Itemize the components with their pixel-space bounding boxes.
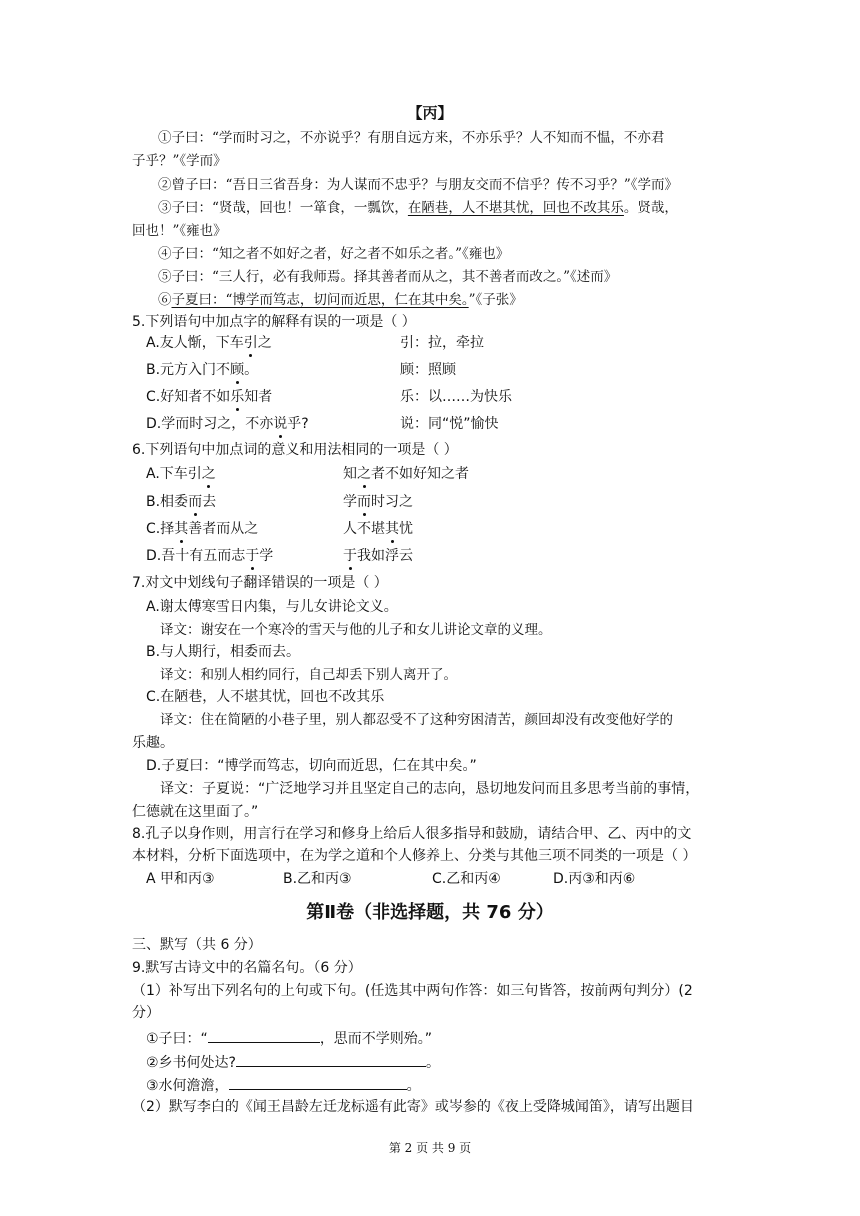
q7-translation-c-cont: 乐趣。 (132, 735, 174, 751)
section-heading-bing: 【丙】 (407, 104, 453, 122)
q5-option-a: A.友人惭，下车引之 (146, 335, 272, 351)
q5-gloss-a: 引：拉，牵拉 (400, 335, 484, 351)
q8-option-b: B.乙和丙③ (283, 871, 352, 887)
q5-option-c: C.好知者不如乐知者 (146, 389, 273, 405)
q6-compare-a: 知之者不如好知之者 (343, 466, 469, 482)
q6-compare-c: 人不堪其忧 (343, 521, 413, 537)
question-9-stem: 9.默写古诗文中的名篇名句。（6 分） (132, 960, 362, 976)
passage-line: 回也！”《雍也》 (132, 223, 227, 239)
passage-line: 子乎？”《学而》 (132, 153, 227, 169)
q9-part2-instructions: （2）默写李白的《闻王昌龄左迁龙标遥有此寄》或岑参的《夜上受降城闻笛》，请写出题目 (132, 1099, 694, 1115)
question-8-stem-cont: 本材料，分析下面选项中，在为学之道和个人修养上、分类与其他三项不同类的一项是（ ） (132, 848, 697, 864)
underlined-sentence: 在陋巷，人不堪其忧，回也不改其乐 (407, 200, 624, 216)
dotted-char: 于 (245, 548, 260, 564)
q8-option-c: C.乙和丙④ (432, 871, 501, 887)
dotted-char: 顾 (230, 362, 245, 378)
q7-option-d: D.子夏曰：“博学而笃志，切向而近思，仁在其中矣。” (146, 758, 477, 774)
part-2-title: 第Ⅱ卷（非选择题，共 76 分） (306, 902, 554, 923)
answer-blank[interactable] (236, 1052, 426, 1067)
dotted-char: 而 (357, 494, 371, 510)
q7-translation-d-cont: 仁德就在这里面了。” (132, 804, 259, 820)
q5-option-d: D.学而时习之，不亦说乎? (146, 416, 309, 432)
question-7-stem: 7.对文中划线句子翻译错误的一项是（ ） (132, 575, 388, 591)
q7-translation-d: 译文：子夏说：“广泛地学习并且坚定自己的志向，恳切地发问而且多思考当前的事情， (160, 781, 700, 797)
q6-option-d: D.吾十有五而志于学 (146, 548, 274, 564)
passage-text: ”《子张》 (468, 292, 523, 308)
q5-gloss-c: 乐：以……为快乐 (400, 389, 512, 405)
q6-option-c: C.择其善者而从之 (146, 521, 259, 537)
q5-gloss-b: 顾：照顾 (400, 362, 456, 378)
q5-option-b: B.元方入门不顾。 (146, 362, 259, 378)
q8-option-a: A 甲和丙③ (146, 871, 215, 887)
q7-option-b: B.与人期行，相委而去。 (146, 644, 301, 660)
fill-blank-2: ②乡书何处达? 。 (146, 1052, 440, 1072)
dotted-char: 之 (357, 466, 371, 482)
q9-part1-instructions-cont: 分） (132, 1005, 160, 1021)
passage-line: ⑤子曰：“三人行，必有我师焉。择其善者而从之，其不善者而改之。”《述而》 (158, 269, 618, 285)
question-8-stem: 8.孔子以身作则，用言行在学习和修身上给后人很多指导和鼓励，请结合甲、乙、丙中的文 (132, 826, 692, 842)
section-3-heading: 三、默写（共 6 分） (132, 937, 262, 953)
q7-translation-a: 译文：谢安在一个寒冷的雪天与他的儿子和女儿讲论文章的义理。 (160, 622, 552, 638)
passage-line (158, 291, 523, 309)
q7-option-c: C.在陋巷，人不堪其忧，回也不改其乐 (146, 689, 385, 705)
question-5-stem: 5.下列语句中加点字的解释有误的一项是（ ） (132, 314, 416, 330)
passage-line (158, 199, 678, 217)
dotted-char: 其 (385, 521, 399, 537)
q7-option-a: A.谢太傅寒雪日内集，与儿女讲论文义。 (146, 599, 398, 615)
passage-line: ①子曰：“学而时习之，不亦说乎？有朋自远方来，不亦乐乎？人不知而不愠，不亦君 (158, 130, 665, 146)
answer-blank[interactable] (208, 1028, 320, 1043)
q7-translation-c: 译文：住在简陋的小巷子里，别人都忍受不了这种穷困清苦，颜回却没有改变他好学的 (160, 712, 673, 728)
q6-option-a: A.下车引之 (146, 466, 216, 482)
question-6-stem: 6.下列语句中加点词的意义和用法相同的一项是（ ） (132, 442, 458, 458)
passage-text: 。贤哉， (623, 200, 678, 216)
fill-blank-3: ③水何澹澹， 。 (146, 1075, 421, 1095)
passage-line: ②曾子曰：“吾日三省吾身：为人谋而不忠乎？与朋友交而不信乎？传不习乎？”《学而》 (158, 177, 679, 193)
dotted-char: 引 (243, 335, 258, 351)
answer-blank[interactable] (229, 1075, 407, 1090)
q9-part1-instructions: （1）补写出下列名句的上句或下句。(任选其中两句作答：如三句皆答，按前两句判分）(2 (132, 983, 693, 999)
q6-compare-d: 于我如浮云 (343, 548, 413, 564)
underlined-sentence: 子夏曰：“博学而笃志，切问而近思，仁在其中矣。 (171, 292, 469, 308)
dotted-char: 于 (343, 548, 357, 564)
fill-blank-1: ①子曰：“ ，思而不学则殆。” (146, 1028, 432, 1048)
dotted-char: 乐 (230, 389, 245, 405)
dotted-char: 而 (188, 494, 203, 510)
passage-text: ③子曰：“贤哉，回也！一箪食，一瓢饮， (158, 200, 408, 216)
q7-translation-b: 译文：和别人相约同行，自己却丢下别人离开了。 (160, 667, 457, 683)
passage-line: ④子曰：“知之者不如好之者，好之者不如乐之者。”《雍也》 (158, 246, 510, 262)
dotted-char: 说 (273, 416, 288, 432)
q5-gloss-d: 说：同“悦”愉快 (400, 416, 499, 432)
page-footer: 第 2 页 共 9 页 (388, 1141, 472, 1155)
q8-option-d: D.丙③和丙⑥ (553, 871, 636, 887)
passage-text: ⑥ (158, 292, 172, 308)
dotted-char: 其 (174, 521, 189, 537)
q6-compare-b: 学而时习之 (343, 494, 413, 510)
dotted-char: 之 (201, 466, 216, 482)
q6-option-b: B.相委而去 (146, 494, 217, 510)
